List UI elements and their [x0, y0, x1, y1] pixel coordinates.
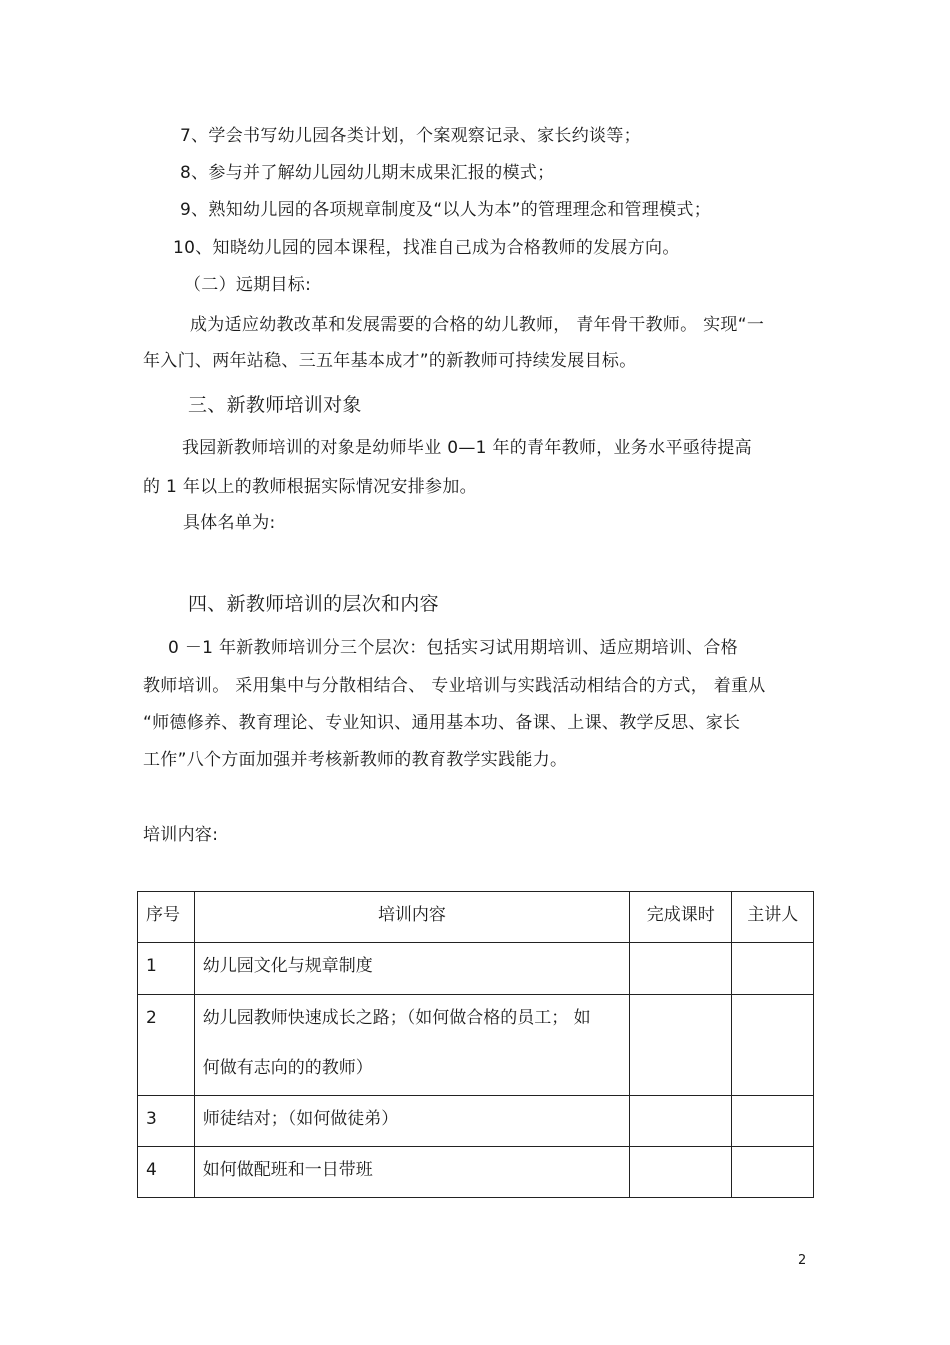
item-7: 7、学会书写幼儿园各类计划，个案观察记录、家长约谈等； — [180, 126, 641, 146]
row-no: 1 — [146, 956, 157, 976]
table-row — [138, 1096, 814, 1147]
row-hours — [630, 1147, 731, 1159]
header-hours: 完成课时 — [646, 905, 715, 925]
header-no: 序号 — [146, 905, 180, 925]
row-no: 3 — [146, 1109, 157, 1129]
row-no: 2 — [146, 1008, 157, 1028]
row-speaker — [732, 1147, 813, 1159]
long-term-goal-heading: （二）远期目标: — [184, 275, 312, 295]
section-3-title: 三、新教师培训对象 — [188, 394, 362, 416]
table-row — [138, 943, 814, 995]
row-no: 4 — [146, 1160, 157, 1180]
long-term-goal-text-1: 成为适应幼教改革和发展需要的合格的幼儿教师， 青年骨干教师。 实现“一 — [190, 315, 765, 335]
row-content-line-1: 幼儿园教师快速成长之路；（如何做合格的员工； 如 — [202, 1008, 591, 1028]
training-table — [137, 891, 814, 1198]
row-content: 幼儿园文化与规章制度 — [202, 956, 373, 976]
item-9: 9、熟知幼儿园的各项规章制度及“以人为本”的管理理念和管理模式； — [180, 200, 712, 220]
row-speaker — [732, 995, 813, 1007]
table-row — [138, 995, 814, 1096]
row-hours — [630, 995, 731, 1007]
row-speaker — [732, 1096, 813, 1108]
row-content: 如何做配班和一日带班 — [202, 1160, 373, 1180]
table-header-row — [138, 892, 814, 943]
section-4-text-2: 教师培训。 采用集中与分散相结合、 专业培训与实践活动相结合的方式， 着重从 — [143, 676, 766, 696]
row-content — [195, 995, 629, 1079]
row-content-line-2: 何做有志向的的教师） — [202, 1058, 373, 1078]
row-hours — [630, 943, 731, 955]
section-4-title: 四、新教师培训的层次和内容 — [188, 593, 439, 615]
row-speaker — [732, 943, 813, 955]
page-number: 2 — [798, 1253, 807, 1268]
row-content: 师徒结对；（如何做徒弟） — [202, 1109, 399, 1129]
row-hours — [630, 1096, 731, 1108]
section-3-text-2: 的 1 年以上的教师根据实际情况安排参加。 — [143, 477, 477, 497]
training-content-label: 培训内容: — [143, 825, 219, 845]
item-8: 8、参与并了解幼儿园幼儿期末成果汇报的模式； — [180, 163, 555, 183]
name-list-label: 具体名单为: — [183, 513, 276, 533]
section-4-text-1: 0 －1 年新教师培训分三个层次：包括实习试用期培训、适应期培训、合格 — [168, 638, 738, 658]
long-term-goal-text-2: 年入门、两年站稳、三五年基本成才”的新教师可持续发展目标。 — [143, 351, 637, 371]
section-4-text-4: 工作”八个方面加强并考核新教师的教育教学实践能力。 — [143, 750, 568, 770]
header-speaker: 主讲人 — [747, 905, 799, 925]
item-10: 10、知晓幼儿园的园本课程，找准自己成为合格教师的发展方向。 — [173, 238, 680, 258]
section-3-text-1: 我园新教师培训的对象是幼师毕业 0—1 年的青年教师，业务水平亟待提高 — [182, 438, 752, 458]
header-content: 培训内容 — [377, 905, 446, 925]
section-4-text-3: “师德修养、教育理论、专业知识、通用基本功、备课、上课、教学反思、家长 — [143, 713, 741, 733]
table-row — [138, 1147, 814, 1198]
